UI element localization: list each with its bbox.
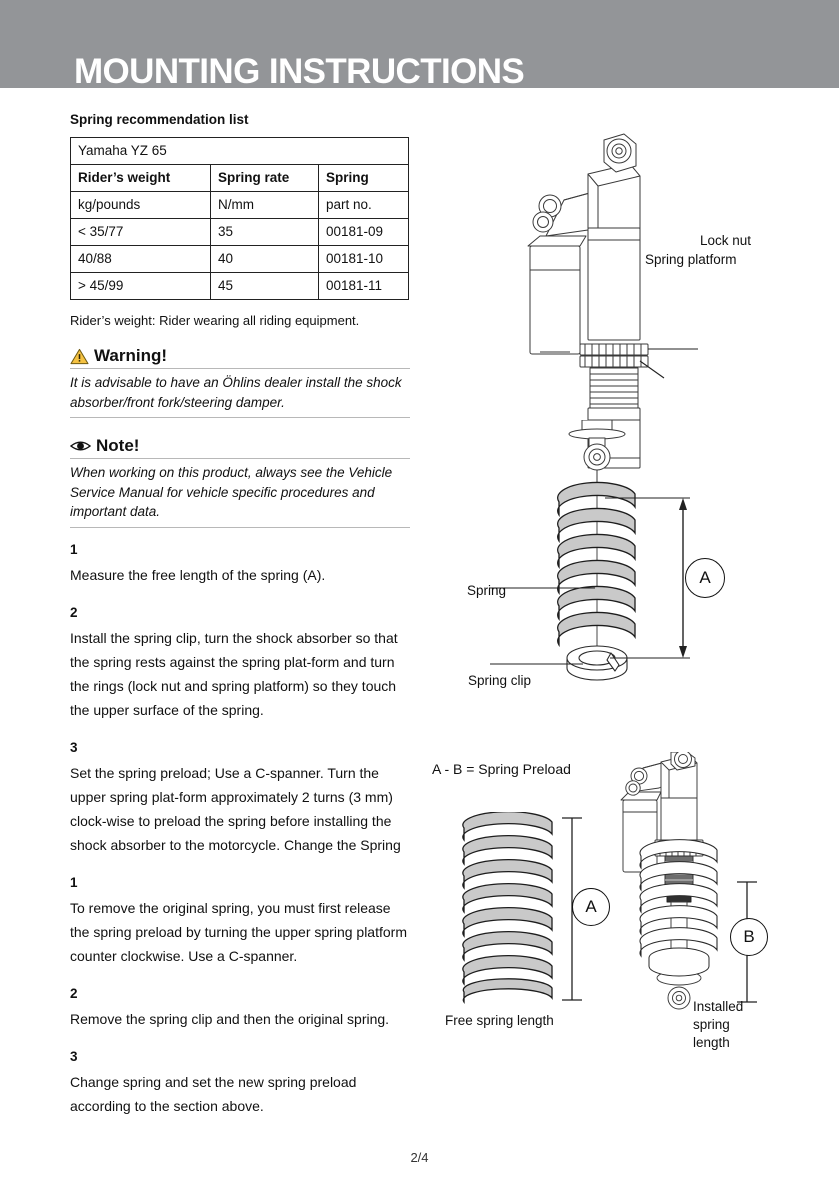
- table-row-model: [71, 138, 409, 165]
- installed-shock-drawing: [615, 752, 735, 1022]
- step-number: 3: [70, 1048, 78, 1064]
- note-title: Note!: [96, 436, 140, 455]
- col-header-weight: Rider’s weight: [71, 165, 211, 192]
- spring-list-heading: Spring recommendation list: [70, 112, 249, 127]
- warning-title: Warning!: [94, 346, 168, 365]
- cell-weight: > 45/99: [71, 273, 211, 300]
- step-text: To remove the original spring, you must first release the spring preload by turning the upper spring platform counter clockwise. Use a C-spanner.: [70, 899, 407, 964]
- col-sub-part: part no.: [319, 192, 409, 219]
- page-number-footer: 2/4: [410, 1150, 429, 1165]
- label-lock-nut: Lock nut: [700, 233, 752, 248]
- cell-weight: < 35/77: [71, 219, 211, 246]
- col-sub-weight: kg/pounds: [71, 192, 211, 219]
- step-text: Remove the spring clip and then the original spring.: [70, 1010, 390, 1027]
- step-text: Set the spring preload; Use a C-spanner. Turn the upper spring plat-form approximately 2 turns (3 mm) clock-wise to preload the spring before installing the shock absorber to the motorcycle. Change the Spring: [70, 764, 401, 853]
- cell-part: 00181-10: [319, 246, 409, 273]
- page-title: MOUNTING INSTRUCTIONS: [74, 52, 525, 91]
- col-header-part: Spring: [319, 165, 409, 192]
- step-number: 1: [70, 874, 78, 890]
- step-number: 2: [70, 604, 78, 620]
- dimension-circle-a-free: A: [572, 888, 610, 926]
- col-header-rate: Spring rate: [211, 165, 319, 192]
- step-text: Install the spring clip, turn the shock absorber so that the spring rests against the spring plat-form and turn the rings (lock nut and spring platform) so they touch the upper surface of the spring.: [70, 629, 398, 718]
- figure-installed-shock: [615, 752, 735, 1022]
- label-spring: Spring: [467, 583, 507, 598]
- label-free-spring-length: Free spring length: [445, 1013, 554, 1028]
- step-number: 3: [70, 739, 78, 755]
- model-cell: Yamaha YZ 65: [71, 138, 409, 165]
- cell-weight: 40/88: [71, 246, 211, 273]
- note-header: [70, 436, 410, 459]
- warning-header: [70, 346, 410, 369]
- free-spring-drawing: [460, 812, 570, 1012]
- label-installed-spring-length: Installed spring length: [693, 999, 744, 1050]
- step-text: Measure the free length of the spring (A).: [70, 566, 326, 583]
- dimension-circle-a: A: [685, 558, 725, 598]
- left-content-column: [70, 112, 410, 1118]
- spring-recommendation-table: [70, 137, 409, 300]
- table-row: [71, 246, 409, 273]
- label-preload-formula: A - B = Spring Preload: [432, 761, 571, 777]
- label-spring-platform: Spring platform: [645, 252, 737, 267]
- note-body: When working on this product, always see the Vehicle Service Manual for vehicle specific procedures and important data.: [70, 459, 410, 528]
- col-sub-rate: N/mm: [211, 192, 319, 219]
- cell-rate: 35: [211, 219, 319, 246]
- eye-icon: [70, 439, 91, 453]
- step-number: 2: [70, 985, 78, 1001]
- table-footnote: Rider’s weight: Rider wearing all riding equipment.: [70, 313, 360, 328]
- figure2-dimension-a-lines: [600, 420, 760, 720]
- step-text: Change spring and set the new spring preload according to the section above.: [70, 1073, 357, 1114]
- label-spring-clip: Spring clip: [468, 673, 532, 688]
- table-row-header: [71, 165, 409, 192]
- cell-rate: 45: [211, 273, 319, 300]
- figure-free-spring: [460, 812, 570, 1012]
- table-row: [71, 219, 409, 246]
- table-row-subheader: [71, 192, 409, 219]
- warning-body: It is advisable to have an Öhlins dealer install the shock absorber/front fork/steering damper.: [70, 369, 410, 418]
- warning-triangle-icon: [70, 348, 89, 365]
- warning-callout: [70, 346, 410, 418]
- cell-part: 00181-11: [319, 273, 409, 300]
- note-callout: [70, 436, 410, 528]
- step-number: 1: [70, 541, 78, 557]
- cell-rate: 40: [211, 246, 319, 273]
- figure3-dimension-b-lines: [735, 880, 795, 1090]
- cell-part: 00181-09: [319, 219, 409, 246]
- procedure-steps: [70, 542, 410, 1118]
- dimension-circle-b: B: [730, 918, 768, 956]
- table-row: [71, 273, 409, 300]
